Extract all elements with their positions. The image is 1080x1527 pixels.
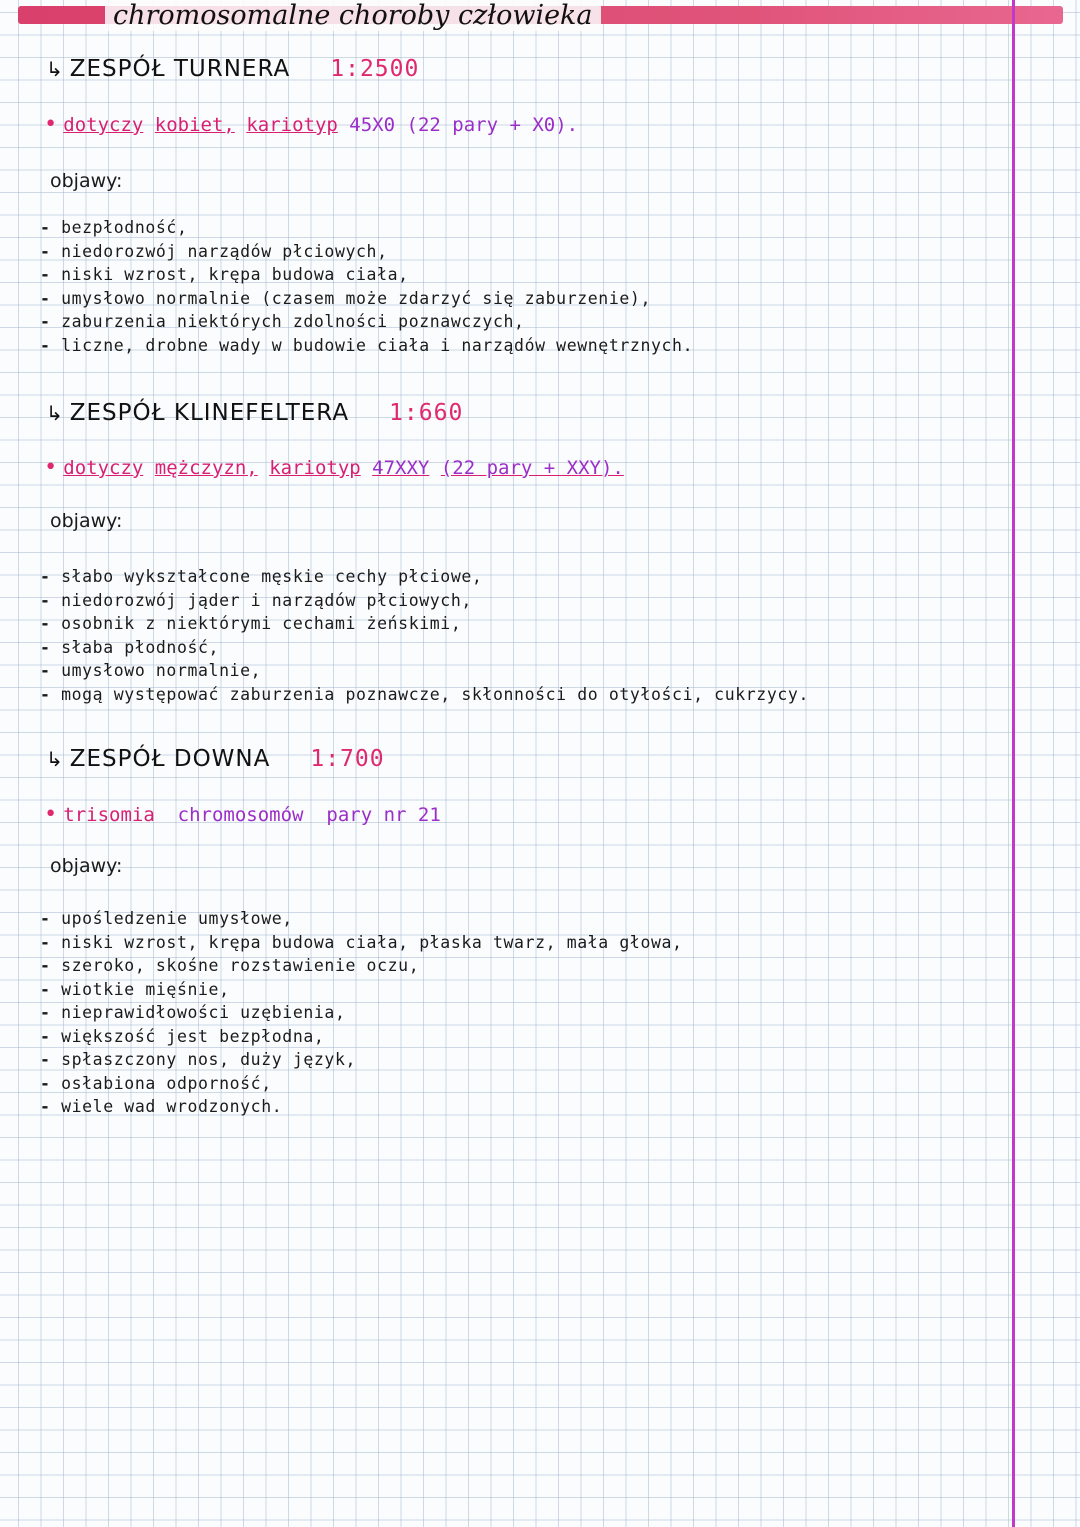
page-title: chromosomalne choroby człowieka [105,0,601,31]
section-ratio: 1:700 [310,746,385,772]
summary-who: mężczyzn, [154,457,258,479]
objawy-label: objawy: [50,170,123,192]
summary-pair: nr 21 [383,804,441,826]
list-item: - osobnik z niektórymi cechami żeńskimi, [40,612,809,636]
list-item: - niedorozwój jąder i narządów płciowych, [40,589,809,613]
summary-karyotype-label: kariotyp [269,457,361,479]
symptom-list-turner [40,216,693,357]
summary-pair-label: pary [326,804,373,826]
summary-karyotype-label: kariotyp [246,114,338,136]
list-item: - niski wzrost, krępa budowa ciała, [40,263,693,287]
bullet-icon: • [44,455,58,480]
list-item: - słabo wykształcone męskie cechy płciowe, [40,565,809,589]
section-heading-turner [46,56,419,82]
list-item: - umysłowo normalnie (czasem może zdarzyć się zaburzenie), [40,287,693,311]
section-heading-down [46,746,385,772]
summary-who: kobiet, [154,114,235,136]
summary-prefix: dotyczy [63,457,144,479]
symptom-list-klinefelter [40,565,809,706]
list-item: - upośledzenie umysłowe, [40,907,683,931]
arrow-icon: ↳ [46,401,64,425]
bullet-icon: • [44,112,58,137]
summary-prefix: dotyczy [63,114,144,136]
margin-line [1012,0,1015,1527]
objawy-label: objawy: [50,510,123,532]
list-item: - niski wzrost, krępa budowa ciała, płaska twarz, mała głowa, [40,931,683,955]
list-item: - wiotkie mięśnie, [40,978,683,1002]
section-ratio: 1:2500 [330,56,420,82]
section-summary-klinefelter [44,455,624,480]
section-name: ZESPÓŁ DOWNA [69,746,271,772]
summary-karyotype: 45X0 [349,114,396,136]
section-heading-klinefelter [46,400,463,426]
list-item: - wiele wad wrodzonych. [40,1095,683,1119]
list-item: - słaba płodność, [40,636,809,660]
list-item: - mogą występować zaburzenia poznawcze, skłonności do otyłości, cukrzycy. [40,683,809,707]
list-item: - zaburzenia niektórych zdolności poznawczych, [40,310,693,334]
section-ratio: 1:660 [389,400,464,426]
list-item: - nieprawidłowości uzębienia, [40,1001,683,1025]
section-summary-turner [44,112,578,137]
list-item: - osłabiona odporność, [40,1072,683,1096]
list-item: - liczne, drobne wady w budowie ciała i narządów wewnętrznych. [40,334,693,358]
summary-prefix: trisomia [63,804,155,826]
list-item: - umysłowo normalnie, [40,659,809,683]
summary-karyotype: 47XXY [372,457,430,479]
arrow-icon: ↳ [46,747,64,771]
list-item: - niedorozwój narządów płciowych, [40,240,693,264]
arrow-icon: ↳ [46,57,64,81]
section-name: ZESPÓŁ KLINEFELTERA [69,400,350,426]
summary-detail: (22 pary + XXY). [440,457,624,479]
section-summary-down [44,802,441,827]
list-item: - większość jest bezpłodna, [40,1025,683,1049]
summary-detail: (22 pary + X0). [406,114,579,136]
objawy-label: objawy: [50,855,123,877]
list-item: - spłaszczony nos, duży język, [40,1048,683,1072]
list-item: - bezpłodność, [40,216,693,240]
list-item: - szeroko, skośne rozstawienie oczu, [40,954,683,978]
section-name: ZESPÓŁ TURNERA [69,56,291,82]
summary-rest: chromosomów [177,804,304,826]
symptom-list-down [40,907,683,1119]
bullet-icon: • [44,802,58,827]
